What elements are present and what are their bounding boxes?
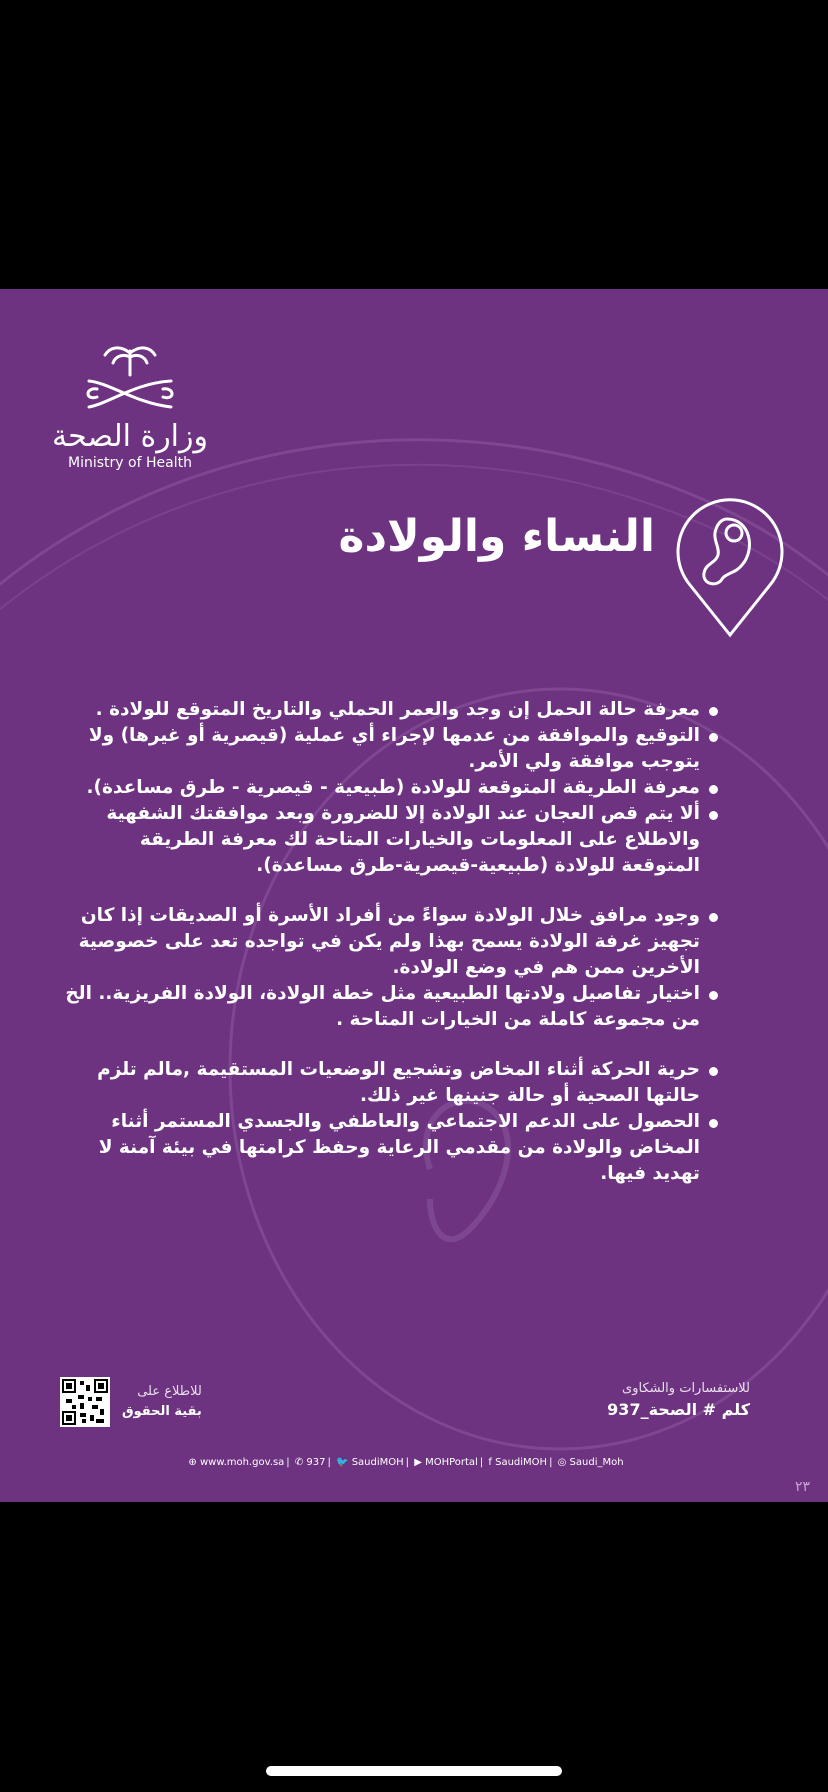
- list-item: ألا يتم قص العجان عند الولادة إلا للضرورة وبعد موافقتك الشفهية والاطلاع على المعلومات والخيارات المتاحة لك معرفة الطريقة المتوقعة للولادة (طبيعية-قيصرية-طرق مساعدة).: [62, 801, 720, 879]
- poster: [0, 289, 828, 1502]
- list-item: حرية الحركة أثناء المخاض وتشجيع الوضعيات المستقيمة ,مالم تلزم حالتها الصحية أو حالة جنينها غير ذلك.: [62, 1057, 720, 1109]
- instagram-link[interactable]: ◎ Saudi_Moh: [557, 1457, 624, 1468]
- twitter-link[interactable]: 🐦 SaudiMOH: [336, 1457, 404, 1468]
- palm-swords-emblem-icon: [75, 341, 185, 413]
- inquiries-block: [607, 1379, 750, 1421]
- fetus-pin-icon: [672, 489, 788, 643]
- list-item: الحصول على الدعم الاجتماعي والعاطفي والجسدي المستمر أثناء المخاض والولادة من مقدمي الرعاية وحفظ كرامتها في بيئة آمنة لا تهديد فيها.: [62, 1109, 720, 1187]
- logo-english-text: Ministry of Health: [68, 455, 192, 471]
- inquiries-label: للاستفسارات والشكاوى: [622, 1381, 750, 1396]
- rights-group-3: [62, 1057, 720, 1187]
- phone-link[interactable]: ✆ 937: [294, 1457, 326, 1468]
- rights-group-1: [62, 697, 720, 879]
- logo-arabic-text: وزارة الصحة: [52, 419, 208, 454]
- rights-group-2: [62, 903, 720, 1033]
- facebook-link[interactable]: f SaudiMOH: [488, 1457, 548, 1468]
- list-item: وجود مرافق خلال الولادة سواءً من أفراد الأسرة أو الصديقات إذا كان تجهيز غرفة الولادة يسمح بهذا ولم يكن في تواجده تعد على خصوصية الأخرين ممن هم في وضع الولادة.: [62, 903, 720, 981]
- qr-code[interactable]: [60, 1377, 110, 1427]
- rights-qr-block: [60, 1377, 202, 1427]
- contact-links: ⊕ www.moh.gov.sa | ✆ 937 | 🐦 SaudiMOH | ▶ MOHPortal | f SaudiMOH | ◎ Saudi_Moh: [188, 1457, 624, 1468]
- list-item: اختيار تفاصيل ولادتها الطبيعية مثل خطة الولادة، الولادة الفريزية.. الخ من مجموعة كاملة من الخيارات المتاحة .: [62, 981, 720, 1033]
- rights-list: [62, 697, 720, 1211]
- list-item: معرفة حالة الحمل إن وجد والعمر الحملي والتاريخ المتوقع للولادة .: [62, 697, 720, 723]
- moh-logo: [40, 341, 220, 471]
- rights-label: للاطلاع على: [137, 1384, 202, 1399]
- rights-link-text: [122, 1382, 202, 1422]
- rights-value: بقية الحقوق: [122, 1404, 202, 1419]
- list-item: التوقيع والموافقة من عدمها لإجراء أي عملية (قيصرية أو غيرها) ولا يتوجب موافقة ولي الأمر.: [62, 723, 720, 775]
- list-item: معرفة الطريقة المتوقعة للولادة (طبيعية - قيصرية - طرق مساعدة).: [62, 775, 720, 801]
- website-link[interactable]: ⊕ www.moh.gov.sa: [188, 1457, 285, 1468]
- youtube-link[interactable]: ▶ MOHPortal: [414, 1457, 478, 1468]
- page-title: النساء والولادة: [338, 511, 655, 562]
- home-indicator[interactable]: [266, 1766, 562, 1776]
- title-block: [300, 509, 655, 565]
- page-number: ٢٣: [794, 1479, 810, 1495]
- inquiries-call: كلم # الصحة_937: [607, 1400, 750, 1419]
